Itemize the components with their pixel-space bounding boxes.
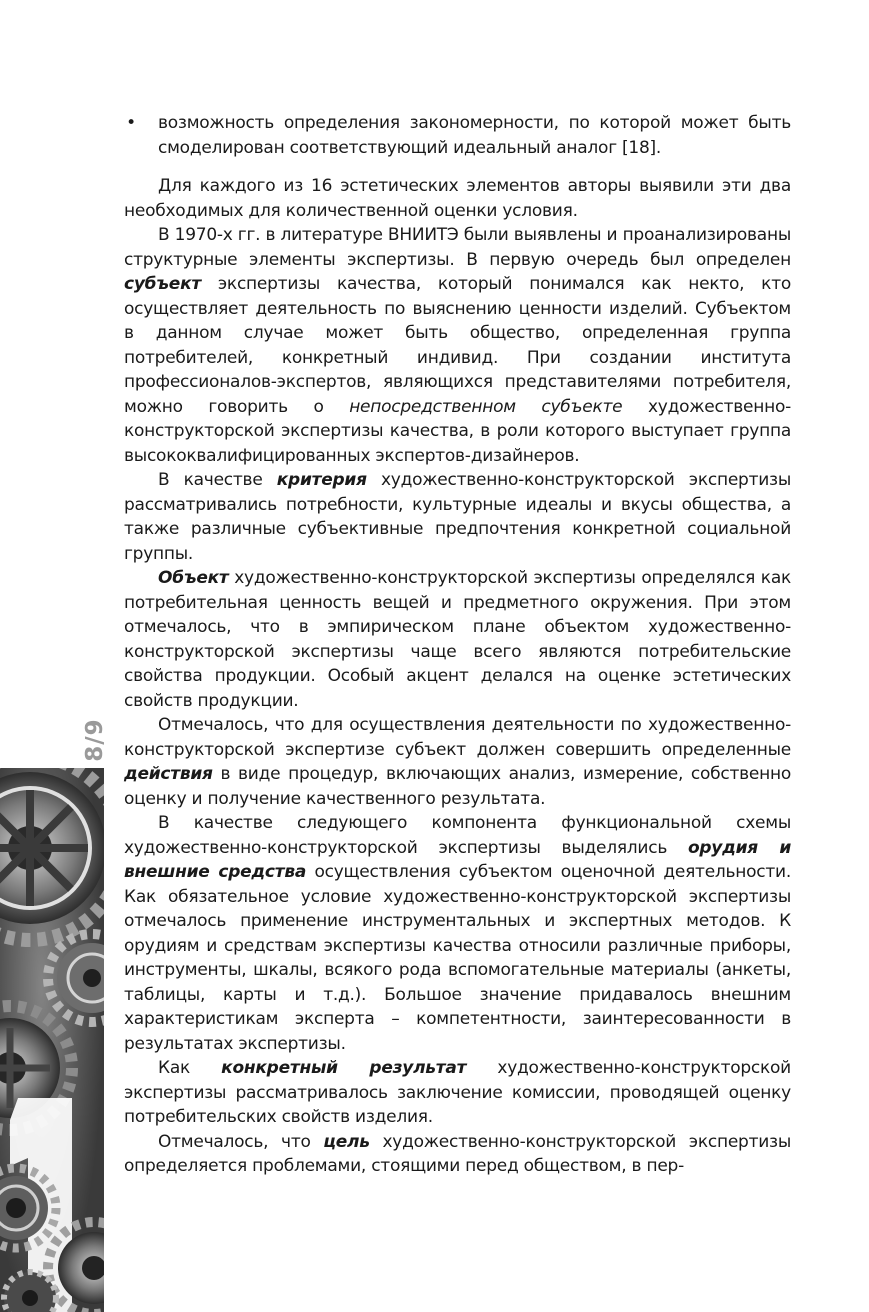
paragraph: В 1970-х гг. в литературе ВНИИТЭ были выявлены и проанализированы структурные элементы экспертизы. В первую очередь был определен субъект экспертизы качества, который понимался как некто, кто осуществляет деятельность по выяснению ценности изделий. Субъектом в данном случае может быть общество, определенная группа потребителей, конкретный индивид. При создании института профессионалов-экспертов, являющихся представителями потребителя, можно говорить о непосредственном субъекте художественно-конструкторской экспертизы качества, в роли которого выступает группа высококвалифицированных экспертов-дизайнеров. [124,225,791,466]
bullet-list-item [124,111,791,160]
key-term: орудия и внешние средства [124,837,791,882]
paragraph: Объект художественно-конструкторской экспертизы определялся как потребительная ценность вещей и предметного окружения. При этом отмечалось, что в эмпирическом плане объектом художественно-конструкторской экспертизы чаще всего являются потребительские свойства продукции. Особый акцент делался на оценке эстетических свойств продукции. [124,568,791,711]
key-term: действия [124,764,213,784]
paragraph: Отмечалось, что для осуществления деятельности по художественно-конструкторской экспертизе субъект должен совершить определенные действия в виде процедур, включающих анализ, измерение, собственно оценку и получение качественного результата. [124,715,791,809]
key-term: цель [323,1131,370,1152]
key-term: субъект [124,274,201,294]
paragraph: В качестве следующего компонента функциональной схемы художественно-конструкторской экспертизы выделялись орудия и внешние средства осуществления субъектом оценочной деятельности. Как обязательное условие художественно-конструкторской экспертизы отмечалось применение инструментальных и экспертных методов. К орудиям и средствам экспертизы качества относили различные приборы, инструменты, шкалы, всякого рода вспомогательные материалы (анкеты, таблицы, карты и т.д.). Большое значение придавалось внешним характеристикам эксперта – компетентности, заинтересованности в результатах экспертизы. [124,813,792,1054]
bullet-icon: • [126,113,136,133]
gear-icon [0,768,104,1312]
key-term: Объект [158,568,229,588]
key-term: критерия [276,470,367,490]
paragraph: Как конкретный результат художественно-конструкторской экспертизы рассматривалось заключение комиссии, проводящей оценку потребительских свойств изделия. [124,1058,791,1127]
page-body [124,111,791,1179]
paragraph: В качестве критерия художественно-конструкторской экспертизы рассматривались потребности, культурные идеалы и вкусы общества, а также различные субъективные предпочтения конкретной социальной группы. [124,470,791,564]
paragraph: Отмечалось, что цель художественно-конструкторской экспертизы определяется проблемами, стоящими перед обществом, в пер- [124,1131,791,1176]
italic-phrase: непосредственном субъекте [349,396,623,417]
chapter-page-marker: 8/9 [82,718,108,762]
paragraph: Для каждого из 16 эстетических элементов авторы выявили эти два необходимых для количественной оценки условия. [124,176,791,221]
key-term: конкретный результат [221,1058,467,1078]
bullet-text: возможность определения закономерности, по которой может быть смоделирован соответствующий идеальный аналог [18]. [158,113,791,158]
gear-strip-decoration [0,768,104,1312]
